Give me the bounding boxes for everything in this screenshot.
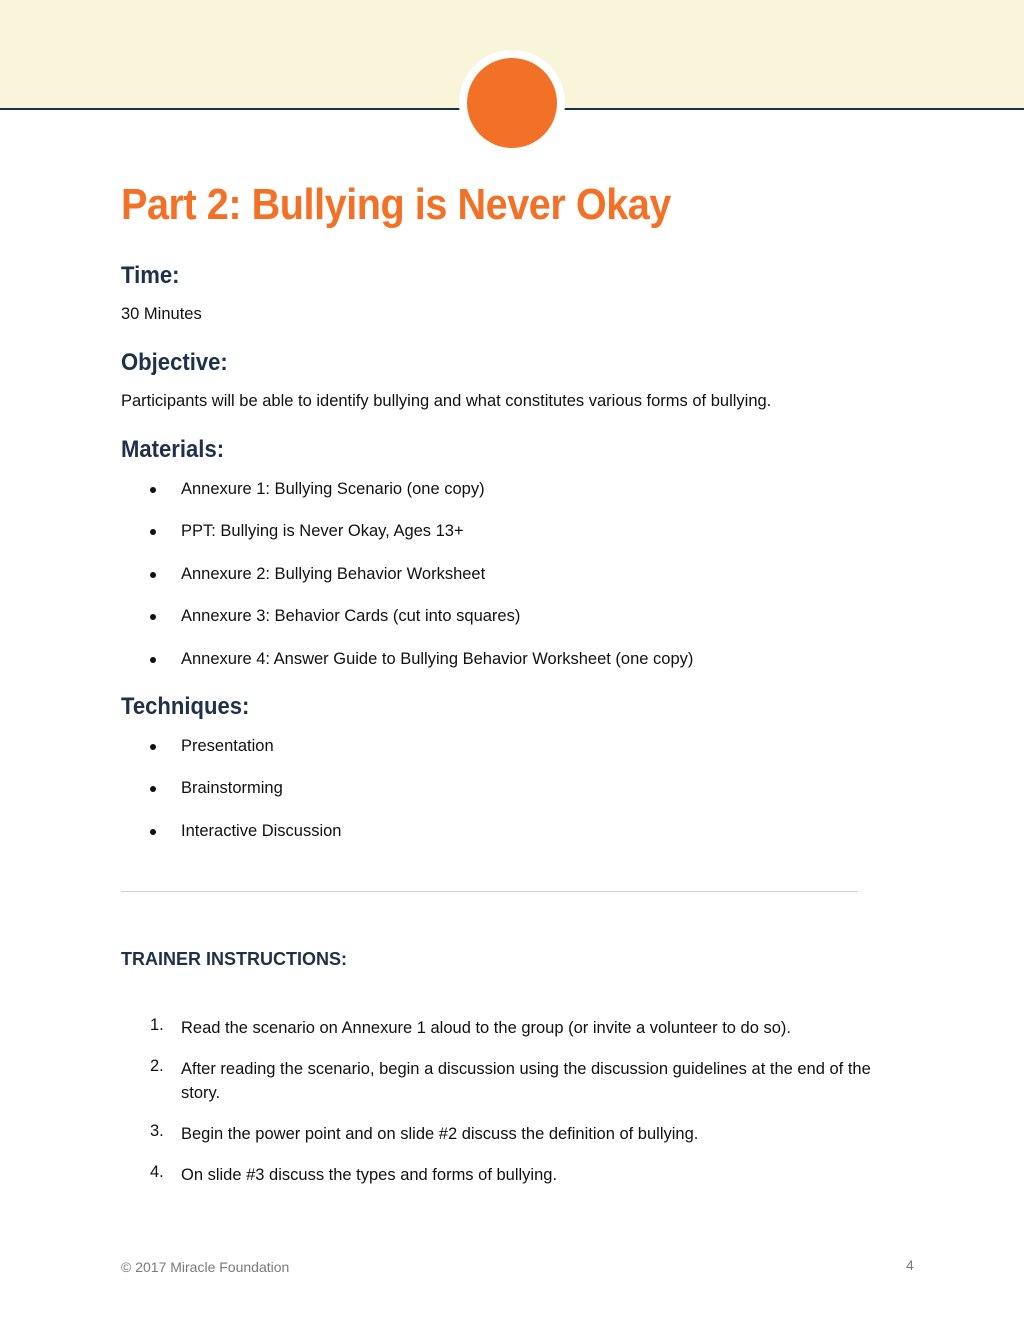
bullet-icon [150, 786, 156, 792]
techniques-heading: Techniques: [121, 693, 250, 720]
bullet-icon [150, 657, 156, 663]
bullet-icon [150, 744, 156, 750]
page-number: 4 [906, 1257, 914, 1273]
materials-heading: Materials: [121, 436, 225, 463]
bullet-icon [150, 829, 156, 835]
orange-circle-icon [467, 58, 557, 148]
section-divider [121, 891, 858, 892]
bullet-icon [150, 529, 156, 535]
bullet-icon [150, 572, 156, 578]
objective-heading: Objective: [121, 349, 228, 376]
bullet-icon [150, 614, 156, 620]
objective-text: Participants will be able to identify bullying and what constitutes various forms of bullying. [121, 392, 772, 410]
footer-copyright: © 2017 Miracle Foundation [121, 1259, 290, 1275]
trainer-instructions-heading: TRAINER INSTRUCTIONS: [121, 949, 347, 969]
page-title: Part 2: Bullying is Never Okay [121, 180, 671, 229]
time-heading: Time: [121, 262, 180, 289]
time-value: 30 Minutes [121, 305, 202, 323]
bullet-icon [150, 487, 156, 493]
